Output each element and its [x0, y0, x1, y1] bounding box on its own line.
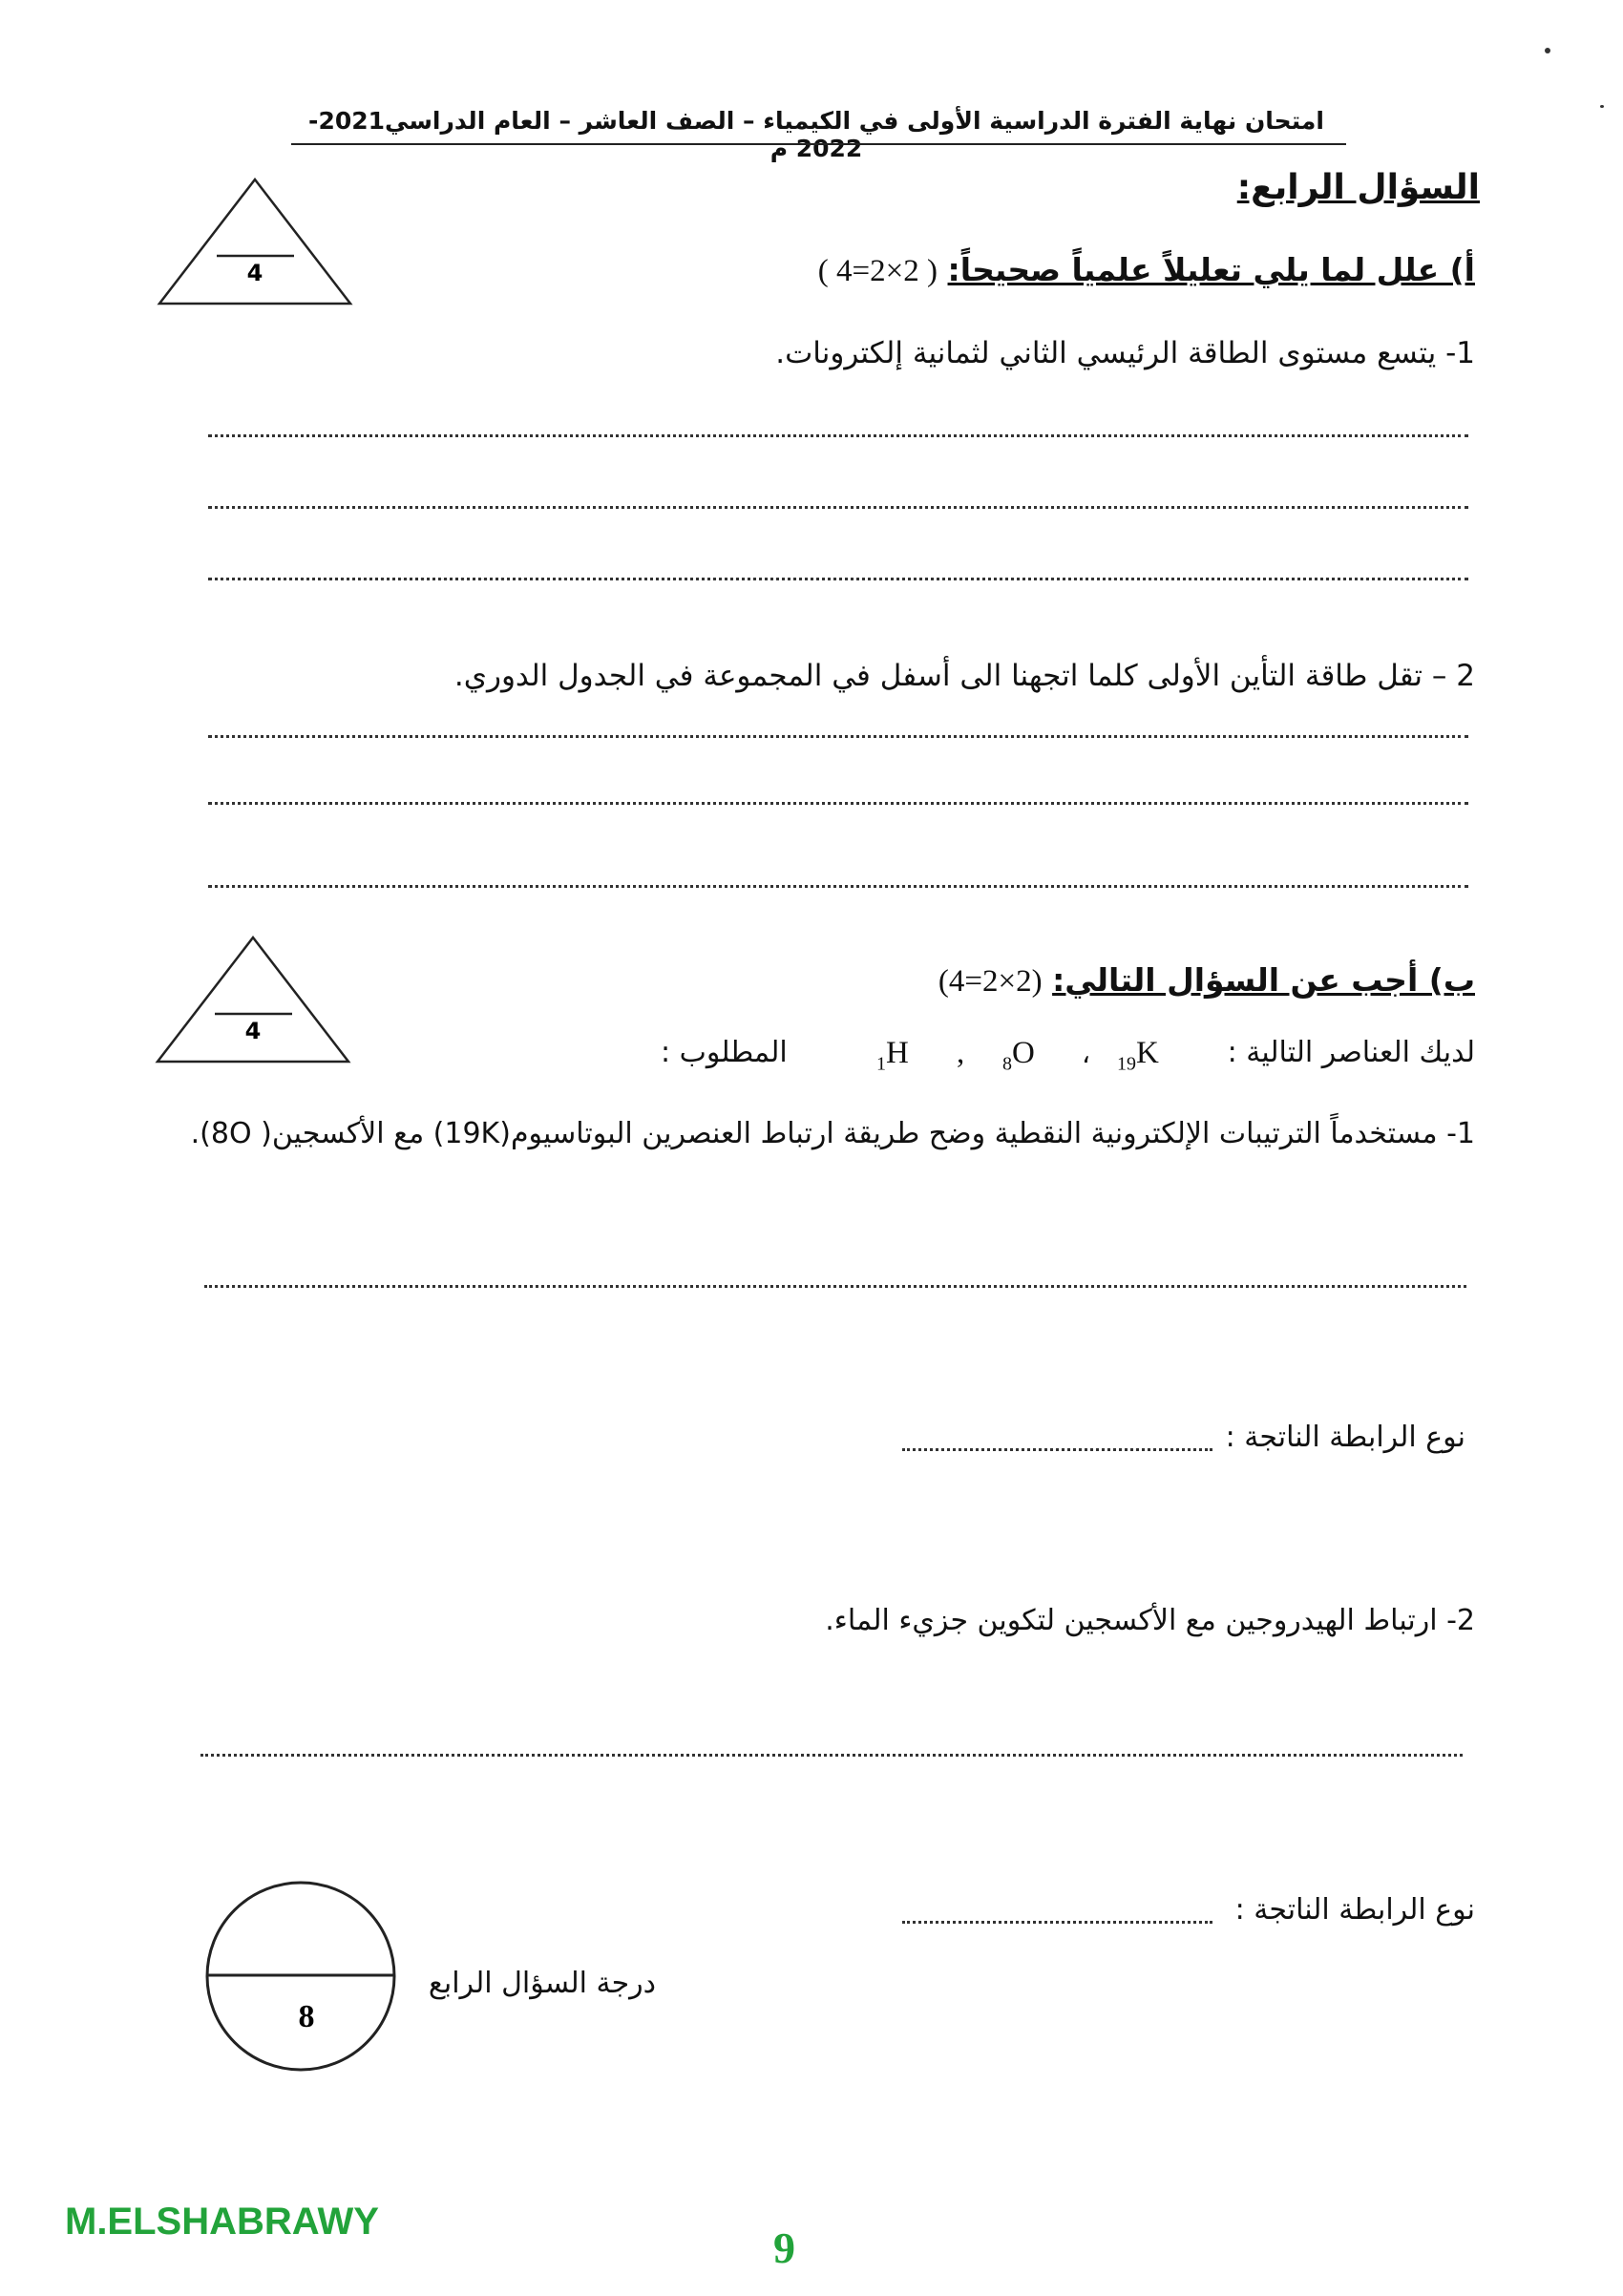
element-potassium: $_{19}$K: [1117, 1036, 1159, 1075]
answer-line[interactable]: [208, 578, 1468, 580]
grade-score: 8: [298, 1999, 315, 2034]
part-b-item-2: 2- ارتباط الهيدروجين مع الأكسجين لتكوين جزيء الماء.: [825, 1604, 1475, 1637]
part-a-item-2: 2 – تقل طاقة التأين الأولى كلما اتجهنا الى أسفل في المجموعة في الجدول الدوري.: [453, 659, 1475, 693]
bond-type-answer-1[interactable]: [902, 1448, 1212, 1451]
part-b-item-1: 1- مستخدماً الترتيبات الإلكترونية النقطية وضح طريقة ارتباط العنصرين البوتاسيوم(19K) مع الأكسجين( 8O).: [190, 1117, 1475, 1150]
triangle-a-score: 4: [246, 260, 263, 286]
elements-row: [611, 1036, 1475, 1084]
answer-line[interactable]: [208, 802, 1468, 805]
bond-type-label-1: نوع الرابطة الناتجة :: [1225, 1421, 1465, 1454]
part-a-item-1: 1- يتسع مستوى الطاقة الرئيسي الثاني لثمانية إلكترونات.: [775, 336, 1475, 370]
question-title: السؤال الرابع:: [1236, 168, 1480, 207]
answer-line[interactable]: [208, 506, 1468, 509]
part-a-marks: ( 2×2=4 ): [817, 254, 938, 288]
part-b-marks: (2×2=4): [938, 964, 1043, 999]
answer-line[interactable]: [200, 1754, 1463, 1757]
score-triangle-b: [155, 936, 351, 1064]
answer-line[interactable]: [208, 885, 1468, 888]
answer-line[interactable]: [204, 1285, 1466, 1288]
page-number: 9: [773, 2223, 795, 2272]
bond-type-answer-2[interactable]: [902, 1921, 1212, 1924]
part-b-heading: [938, 961, 1475, 1000]
triangle-b-score: 4: [244, 1018, 262, 1044]
part-a-heading: [818, 251, 1475, 289]
answer-line[interactable]: [208, 434, 1468, 437]
separator: ،: [1082, 1038, 1091, 1069]
author-watermark: M.ELSHABRAWY: [65, 2201, 379, 2243]
part-a-label: أ) علل لما يلي تعليلاً علمياً صحيحاً:: [947, 251, 1475, 288]
elements-intro: لديك العناصر التالية :: [1227, 1036, 1475, 1069]
scan-speck: [1545, 48, 1550, 53]
grade-circle: [203, 1879, 399, 2075]
element-oxygen: $_8$O: [1002, 1036, 1035, 1075]
header-underline: [291, 143, 1346, 145]
answer-line[interactable]: [208, 735, 1468, 738]
grade-label: درجة السؤال الرابع: [428, 1967, 656, 2000]
element-hydrogen: $_1$H: [876, 1036, 909, 1075]
score-triangle-a: [157, 178, 353, 305]
separator: ,: [957, 1036, 965, 1070]
part-b-label: ب) أجب عن السؤال التالي:: [1052, 961, 1475, 999]
scan-speck: [1600, 105, 1604, 108]
exam-header: امتحان نهاية الفترة الدراسية الأولى في الكيمياء – الصف العاشر – العام الدراسي2021- 2022 م: [308, 107, 1324, 162]
required-label: المطلوب :: [661, 1036, 788, 1069]
bond-type-label-2: نوع الرابطة الناتجة :: [1234, 1893, 1475, 1927]
